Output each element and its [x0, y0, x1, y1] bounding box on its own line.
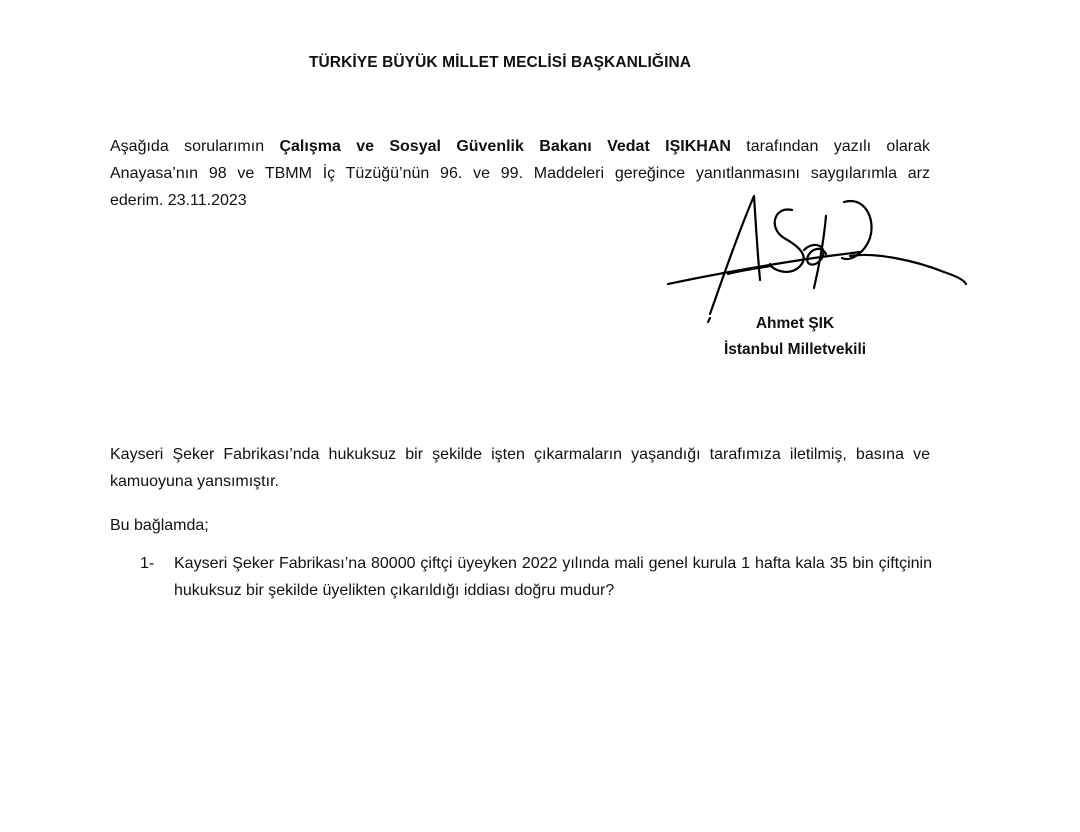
question-number: 1-	[140, 555, 155, 572]
minister-name: Çalışma ve Sosyal Güvenlik Bakanı Vedat IŞIKHAN	[279, 138, 731, 155]
context-line: Bu bağlamda;	[110, 517, 209, 534]
intro-line-2: Anayasa’nın 98 ve TBMM İç Tüzüğü’nün 96. ve 99. Maddeleri gereğince yanıtlanmasını saygılarımla arz	[110, 165, 930, 182]
signer-block	[700, 311, 890, 363]
intro-line-1-post: tarafından yazılı olarak	[730, 138, 931, 155]
intro-line-3: ederim. 23.11.2023	[110, 192, 247, 209]
signer-name: Ahmet ŞIK	[755, 315, 835, 332]
question-item	[140, 550, 932, 604]
handwritten-signature-icon	[664, 188, 974, 328]
intro-line-1	[110, 133, 930, 160]
signer-title: İstanbul Milletvekili	[723, 341, 867, 358]
body-paragraph: Kayseri Şeker Fabrikası’nda hukuksuz bir şekilde işten çıkarmaların yaşandığı tarafımıza iletilmiş, basına ve kamuoyuna yansımıştır.	[110, 446, 930, 490]
intro-line-1-pre: Aşağıda sorularımın	[110, 138, 280, 155]
document-heading: TÜRKİYE BÜYÜK MİLLET MECLİSİ BAŞKANLIĞINA	[308, 54, 692, 71]
question-text: Kayseri Şeker Fabrikası’na 80000 çiftçi üyeyken 2022 yılında mali genel kurula 1 hafta kala 35 bin çiftçinin hukuksuz bir şekilde üyelikten çıkarıldığı iddiası doğru mudur?	[174, 555, 932, 599]
